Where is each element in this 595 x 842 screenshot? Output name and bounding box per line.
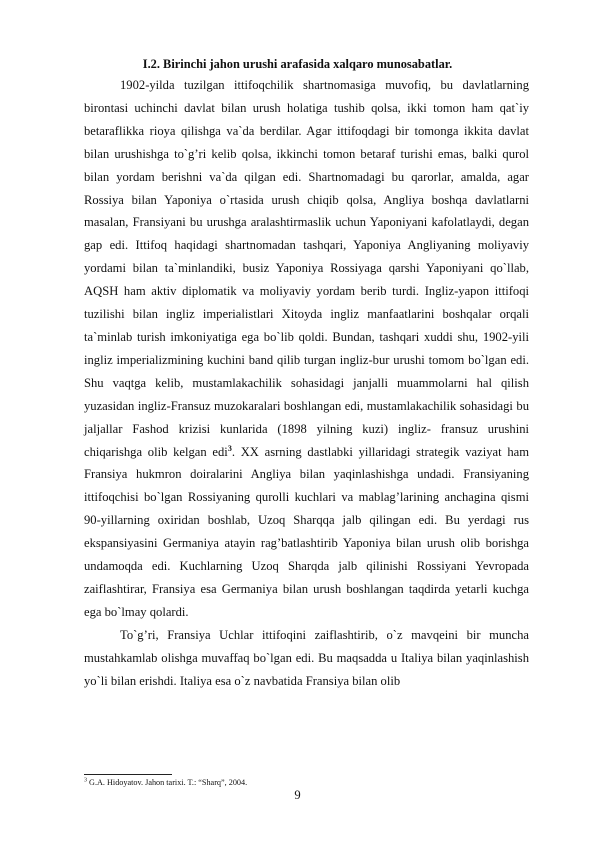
page-number: 9 [294,788,301,802]
body-text [84,74,529,692]
section-heading: I.2. Birinchi jahon urushi arafasida xalqaro munosabatlar. [142,57,453,71]
paragraph-1 [84,74,529,624]
footnote-reference[interactable]: 3 [227,443,232,453]
footnote-text: G.A. Hidoyatov. Jahon tarixi. T.: “Sharq”, 2004. [87,778,248,787]
footnote-number: 3 [84,777,87,784]
paragraph-1-part-a: 1902-yilda tuzilgan ittifoqchilik shartnomasiga muvofiq, bu davlatlarning birontasi uchinchi davlat bilan urush holatiga tushib qolsa, ikki tomon ham qat`iy betaraflikka rioya qilishga va`da berdilar. Agar ittifoqdagi bir tomonga ikkita davlat bilan urushishga to`g’ri kelib qolsa, ikkinchi tomon betaraf turishi emas, balki qurol bilan yordam berishni va`da qilgan edi. Shartnomadagi bu qarorlar, amalda, agar Rossiya bilan Yaponiya o`rtasida urush chiqib qolsa, Angliya boshqa davlatlarni masalan, Fransiyani bu urushga aralashtirmaslik uchun Yaponiyani kafolatlaydi, degan gap edi. Ittifoq haqidagi shartnomadan tashqari, Yaponiya Angliyaning moliyaviy yordami bilan ta`minlandiki, busiz Yaponiya Rossiyaga qarshi Yaponiyani qo`llab, AQSH ham aktiv diplomatik va moliyaviy yordam berib turdi. Ingliz-yapon ittifoqi tuzilishi bilan ingliz imperialistlari Xitoyda ingliz manfaatlarini boshqalar orqali ta`minlab turish imkoniyatiga ega bo`lib qoldi. Bundan, tashqari xuddi shu, 1902-yili ingliz imperializmining kuchini band qilib turgan ingliz-bur urushi tomom bo`lgan edi. Shu vaqtga kelib, mustamlakachilik sohasidagi janjalli muammolarni hal qilish yuzasidan ingliz-Fransuz muzokaralari boshlangan edi, mustamlakachilik sohasidagi bu jaljallar Fashod krizisi kunlarida (1898 yilning kuzi) ingliz- fransuz urushini chiqarishga olib kelgan edi [84,78,529,459]
paragraph-2: To`g’ri, Fransiya Uchlar ittifoqini zaiflashtirib, o`z mavqeini bir muncha mustahkamlab olishga muvaffaq bo`lgan edi. Bu maqsadda u Italiya bilan yaqinlashish yo`li bilan erishdi. Italiya esa o`z navbatida Fransiya bilan olib [84,627,529,688]
paragraph-1-part-b: . XX asrning dastlabki yillaridagi strategik vaziyat ham Fransiya hukmron doiralarini Angliya bilan yaqinlashishga undadi. Fransiyaning ittifoqchisi bo`lgan Rossiyaning qurolli kuchlari va mablag’larining anchagina qismi 90-yillarning oxiridan boshlab, Uzoq Sharqqa jalb qilingan edi. Bu yerdagi rus ekspansiyasini Germaniya atayin rag’batlashtirib Yaponiya bilan urush olib borishga undamoqda edi. Kuchlarning Uzoq Sharqda jalb qilinishi Rossiyani Yevropada zaiflashtirar, Fransiya esa Germaniya bilan urush boshlangan taqdirda yetarli kuchga ega bo`lmay qolardi. [84,444,529,619]
footnote-divider [84,774,172,775]
